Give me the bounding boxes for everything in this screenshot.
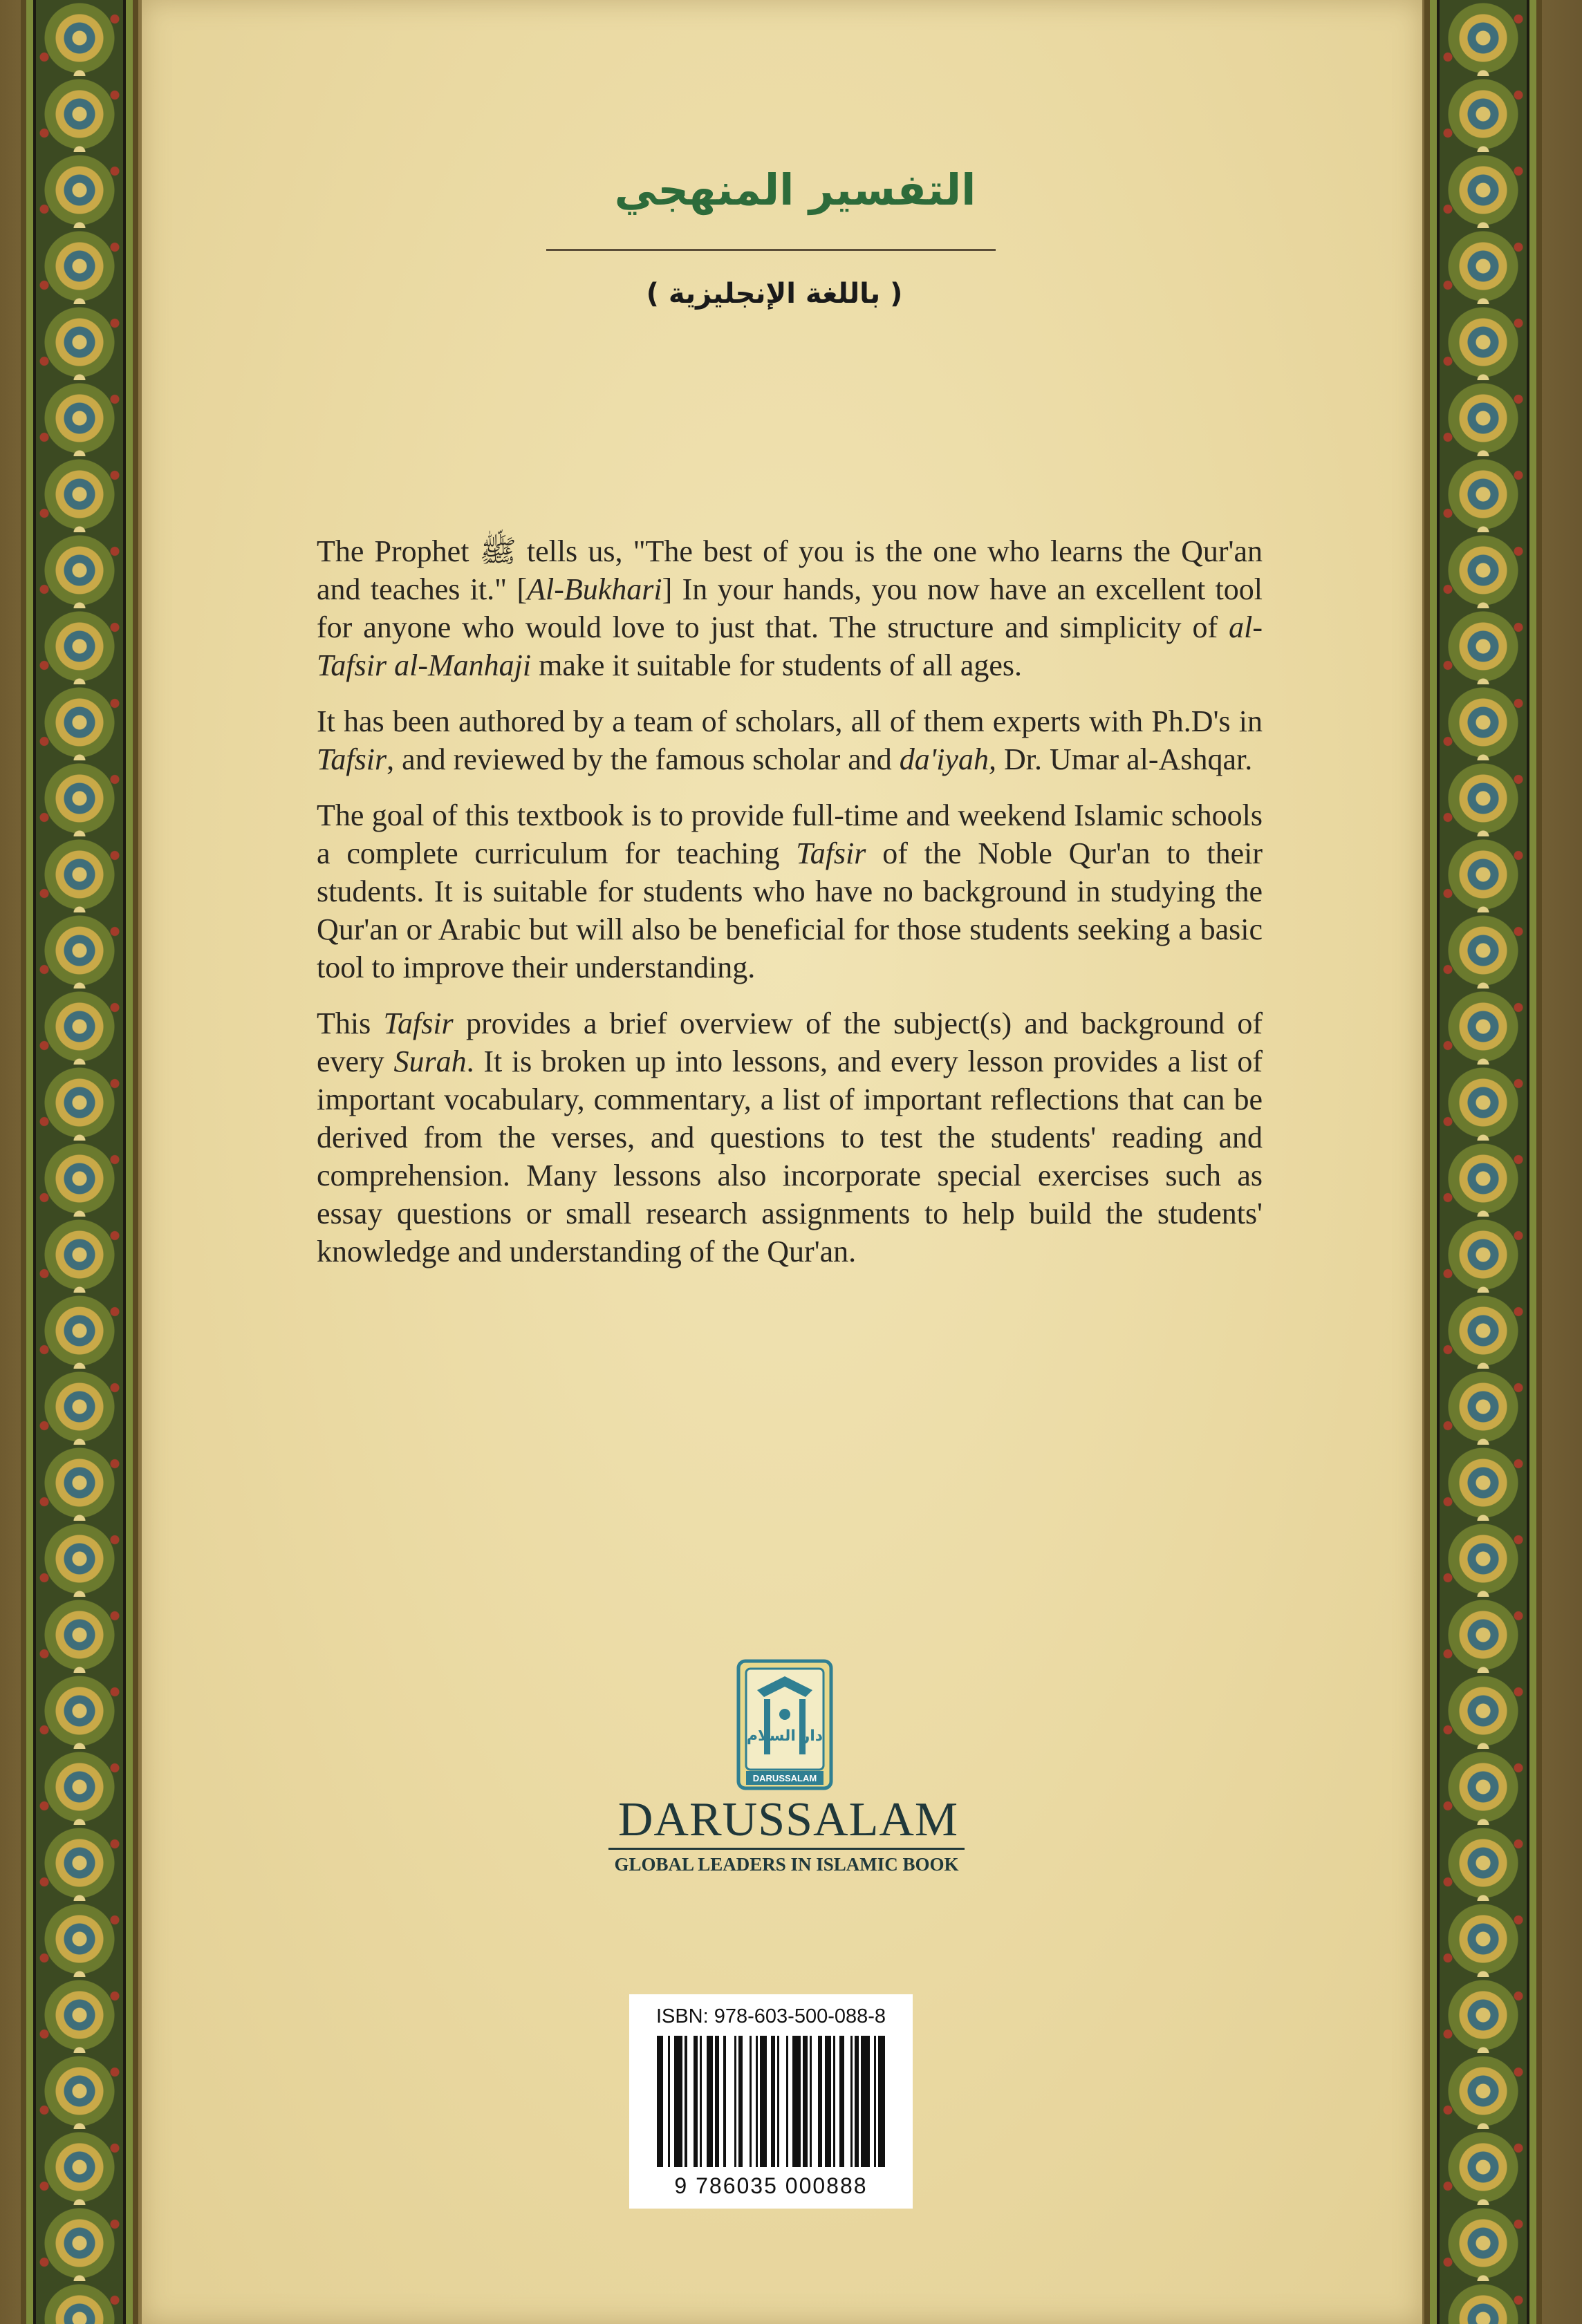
barcode-bar (760, 2036, 766, 2167)
barcode-bar (726, 2036, 734, 2167)
arabic-subtitle: ( باللغة الإنجليزية ) (646, 278, 903, 310)
blurb-text-run: Dr. Umar al-Ashqar. (996, 742, 1253, 776)
blurb-text-run: , and reviewed by the famous scholar and (387, 742, 900, 776)
daiyah-term: da'iyah, (899, 742, 996, 776)
publisher-name: DARUSSALAM (617, 1793, 959, 1846)
book-title-inline: al-Tafsir al-Manhaji (317, 610, 1263, 682)
barcode-bar (687, 2036, 694, 2167)
barcode-bar (825, 2036, 831, 2167)
arabic-title: التفسير المنهجي (614, 165, 976, 215)
blurb-text-run: ] In your hands, you now have an excellent tool for anyone who would love to just that. The structure and simplicity of (317, 572, 1263, 644)
blurb-paragraph-1 (317, 532, 1263, 684)
logo-text-english: DARUSSALAM (752, 1773, 817, 1783)
hadith-source: Al-Bukhari (527, 572, 662, 606)
barcode-bar (792, 2036, 801, 2167)
ornamental-border-right (1424, 0, 1542, 2324)
barcode-bar (707, 2036, 713, 2167)
barcode-bar (844, 2036, 850, 2167)
blurb-text-run: provides a brief overview of the subject(s) and background of every (317, 1006, 1263, 1078)
barcode-bar (861, 2036, 869, 2167)
blurb-text-run: of the Noble Qur'an to their students. It is suitable for students who have no background in studying the Qur'an or Arabic but will also be beneficial for those students seeking a basic tool to improve their understanding. (317, 836, 1263, 984)
barcode-digits: 9 786035 000888 (674, 2173, 868, 2198)
tafsir-term: Tafsir (796, 836, 866, 870)
surah-term: Surah (393, 1044, 467, 1078)
tafsir-term: Tafsir (383, 1006, 454, 1040)
blurb-text-run: make it suitable for students of all ages. (531, 648, 1023, 682)
blurb-text-run: The Prophet ﷺ tells us, "The best of you is the one who learns the Qur'an and teaches it." [ (317, 534, 1263, 606)
logo-text-arabic: دار السلام (746, 1727, 823, 1745)
barcode-bar (743, 2036, 749, 2167)
ornamental-border-left (21, 0, 138, 2324)
blurb-paragraph-4 (317, 1004, 1263, 1271)
barcode-bar (657, 2036, 663, 2167)
barcode-bar (878, 2036, 884, 2167)
isbn-number: ISBN: 978-603-500-088-8 (655, 2005, 886, 2027)
blurb-text-run: The goal of this textbook is to provide full-time and weekend Islamic schools a complete curriculum for teaching (317, 798, 1263, 870)
barcode-icon (657, 2036, 885, 2167)
blurb-paragraph-2 (317, 702, 1263, 778)
barcode-bar (779, 2036, 785, 2167)
title-divider (546, 249, 996, 251)
blurb-paragraph-3 (317, 796, 1263, 986)
darussalam-logo-icon (736, 1659, 833, 1790)
blurb-text-run: It has been authored by a team of scholars, all of them experts with Ph.D's in (317, 704, 1263, 738)
blurb-text-run: This (317, 1006, 384, 1040)
tafsir-term: Tafsir (317, 742, 387, 776)
blurb-text (317, 532, 1263, 1288)
barcode-bar (812, 2036, 818, 2167)
blurb-text-run: . It is broken up into lessons, and every lesson provides a list of important vocabulary, commentary, a list of important reflections that can be derived from the verses, and questions to test the students' reading and comprehension. Many lessons also incorporate special exercises such as essay questions or small research assignments to help build the students' knowledge and understanding of the Qur'an. (317, 1044, 1263, 1268)
publisher-divider (608, 1848, 965, 1850)
publisher-tagline: GLOBAL LEADERS IN ISLAMIC BOOK (614, 1854, 959, 1875)
barcode-label (629, 1994, 913, 2209)
barcode-bar (674, 2036, 682, 2167)
